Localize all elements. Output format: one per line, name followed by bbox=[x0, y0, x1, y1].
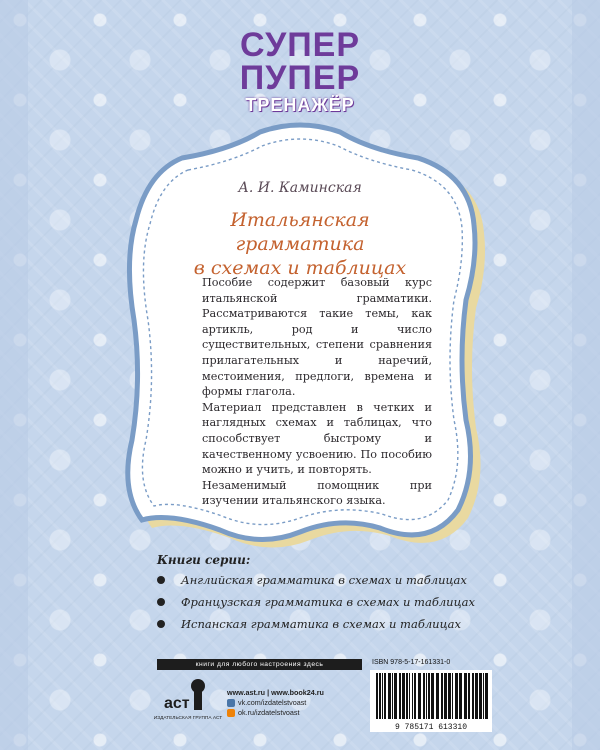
series-item bbox=[157, 595, 487, 617]
publisher-links bbox=[227, 688, 324, 718]
ast-logo-icon bbox=[160, 676, 210, 716]
bullet-dot-icon bbox=[157, 576, 165, 584]
book-author: А. И. Каминская bbox=[238, 180, 362, 196]
isbn-label: ISBN 978-5-17-161331-0 bbox=[372, 659, 451, 666]
description-paragraph: Незаменимый помощник при изучении итальянского языка. bbox=[202, 478, 432, 508]
series-item bbox=[157, 573, 487, 595]
bullet-dot-icon bbox=[157, 598, 165, 606]
brand-line-2: ПУПЕР bbox=[239, 59, 361, 97]
barcode-number: 9 785171 613310 bbox=[394, 723, 468, 732]
vk-link-text: vk.com/izdatelstvoast bbox=[238, 698, 307, 707]
vk-icon bbox=[227, 699, 235, 707]
book-title-line-2: в схемах и таблицах bbox=[193, 257, 407, 279]
bullet-dot-icon bbox=[157, 620, 165, 628]
series-heading: Книги серии: bbox=[157, 553, 251, 567]
book-description bbox=[202, 275, 432, 509]
book-title bbox=[170, 208, 430, 280]
site-link[interactable] bbox=[227, 688, 324, 698]
slogan-strip: книги для любого настроения здесь bbox=[157, 659, 362, 670]
barcode-icon bbox=[370, 670, 492, 732]
ok-icon bbox=[227, 709, 235, 717]
ast-logo-text: аст bbox=[164, 695, 190, 712]
book-title-line-1: Итальянская грамматика bbox=[230, 209, 370, 255]
publisher-caption: ИЗДАТЕЛЬСКАЯ ГРУППА АСТ bbox=[153, 716, 223, 721]
description-paragraph: Пособие содержит базовый курс итальянской грамматики. Рассматриваются такие темы, как артикль, род и число существительных, степени сравнения прилагательных и наречий, местоимения, предлоги, времена и формы глагола. bbox=[202, 276, 432, 399]
vk-link[interactable] bbox=[227, 698, 324, 708]
brand-line-1: СУПЕР bbox=[239, 26, 361, 64]
series-item bbox=[157, 617, 487, 639]
ok-link-text: ok.ru/izdatelstvoast bbox=[238, 708, 300, 717]
description-paragraph: Материал представлен в четких и наглядных схемах и таблицах, что способствует быстрому и качественному усвоению. По пособию можно и учить, и повторять. bbox=[202, 400, 432, 477]
series-item-label: Английская грамматика в схемах и таблицах bbox=[181, 573, 467, 587]
barcode-block bbox=[370, 670, 492, 732]
site-link-text: www.ast.ru | www.book24.ru bbox=[227, 688, 324, 697]
ok-link[interactable] bbox=[227, 708, 324, 718]
series-item-label: Французская грамматика в схемах и таблицах bbox=[181, 595, 475, 609]
brand-line-3: ТРЕНАЖЁР bbox=[245, 95, 355, 115]
series-list bbox=[157, 573, 487, 639]
series-item-label: Испанская грамматика в схемах и таблицах bbox=[181, 617, 461, 631]
